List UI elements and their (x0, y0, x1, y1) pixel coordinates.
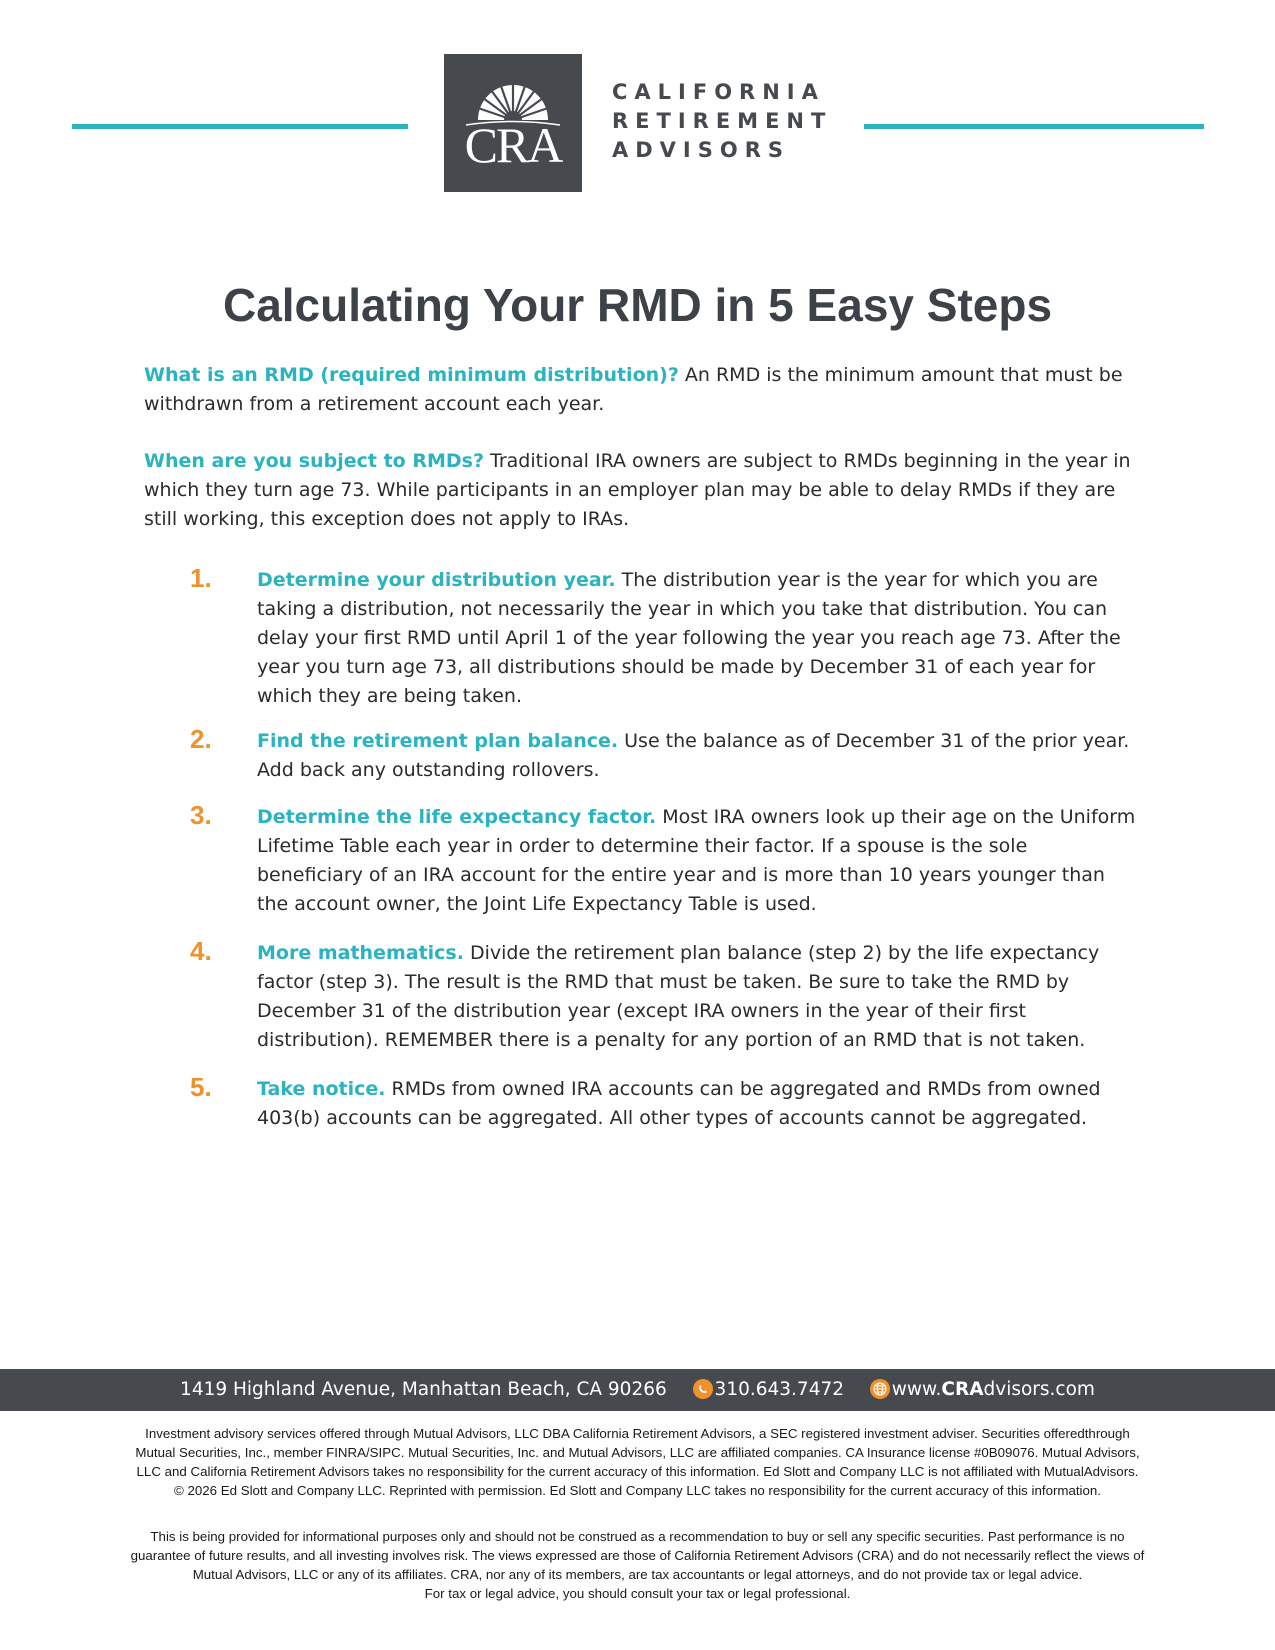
step-text (257, 803, 1137, 919)
logo-monogram: CRA (464, 117, 562, 173)
contact-footer-bar (0, 1369, 1275, 1411)
step-text (257, 1075, 1137, 1133)
step-number: 2. (190, 724, 212, 754)
page-title: Calculating Your RMD in 5 Easy Steps (222, 279, 1053, 331)
disclaimer-line: LLC and California Retirement Advisors takes no responsibility for the current accuracy of this information. Ed Slott and Company LLC is not affiliated with MutualAdvisors. (136, 1464, 1139, 1479)
intro-paragraph-what-is-rmd (144, 361, 1144, 419)
disclaimer-line: guarantee of future results, and all investing involves risk. The views expressed are those of California Retirement Advisors (CRA) and do not necessarily reflect the views of (130, 1548, 1145, 1563)
step-lead: Find the retirement plan balance. (257, 730, 619, 752)
website-prefix: www. (891, 1379, 942, 1400)
step-number: 4. (190, 936, 212, 966)
step-number: 1. (190, 563, 212, 593)
step-number: 3. (190, 800, 212, 830)
step-lead: Take notice. (257, 1078, 386, 1100)
step-lead: More mathematics. (257, 942, 464, 964)
company-name-line: RETIREMENT (612, 109, 833, 133)
disclaimer-line: Investment advisory services offered through Mutual Advisors, LLC DBA California Retirement Advisors, a SEC registered investment adviser. Securities offeredthrough (145, 1426, 1130, 1441)
intro-lead: What is an RMD (required minimum distribution)? (144, 364, 679, 386)
intro-lead: When are you subject to RMDs? (144, 450, 484, 472)
disclaimer-line: Mutual Securities, Inc., member FINRA/SIPC. Mutual Securities, Inc. and Mutual Advisors, LLC are affiliated companies. CA Insurance license #0B09076. Mutual Advisors, (135, 1445, 1140, 1460)
company-name (612, 78, 832, 165)
step-text (257, 727, 1137, 785)
intro-paragraph-when-subject (144, 447, 1144, 534)
disclaimer-line: Mutual Advisors, LLC or any of its affiliates. CRA, nor any of its members, are tax accountants or legal attorneys, and do not provide tax or legal advice. (192, 1567, 1083, 1582)
step-lead: Determine your distribution year. (257, 569, 616, 591)
step-text (257, 566, 1137, 711)
step-body: RMDs from owned IRA accounts can be aggregated and RMDs from owned 403(b) accounts can be aggregated. All other types of accounts cannot be aggregated. (257, 1078, 1101, 1129)
website-brand: CRA (941, 1379, 984, 1400)
step-body: Most IRA owners look up their age on the Uniform Lifetime Table each year in order to determine their factor. If a spouse is the sole beneficiary of an IRA account for the entire year and is more than 10 years younger than the account owner, the Joint Life Expectancy Table is used. (257, 806, 1136, 915)
step-body: The distribution year is the year for which you are taking a distribution, not necessarily the year in which you take that distribution. You can delay your first RMD until April 1 of the year following the year you reach age 73. After the year you turn age 73, all distributions should be made by December 31 of each year for which they are being taken. (257, 569, 1121, 707)
header-rule-left (72, 124, 408, 129)
phone-icon (693, 1379, 713, 1399)
header-rule-right (864, 124, 1204, 129)
disclaimer-informational (60, 1527, 1215, 1603)
disclaimer-line: This is being provided for informational purposes only and should not be construed as a recommendation to buy or sell any specific securities. Past performance is no (150, 1529, 1125, 1544)
website-link[interactable] (892, 1379, 1095, 1400)
intro-body: An RMD is the minimum amount that must be withdrawn from a retirement account each year. (144, 364, 1123, 415)
globe-icon (870, 1379, 890, 1399)
company-name-line: CALIFORNIA (612, 80, 825, 104)
step-body: Divide the retirement plan balance (step 2) by the life expectancy factor (step 3). The result is the RMD that must be taken. Be sure to take the RMD by December 31 of the distribution year (except IRA owners in the year of their first distribution). REMEMBER there is a penalty for any portion of an RMD that is not taken. (257, 942, 1100, 1051)
phone-number[interactable]: 310.643.7472 (714, 1379, 845, 1400)
disclaimer-line: © 2026 Ed Slott and Company LLC. Reprinted with permission. Ed Slott and Company LLC takes no responsibility for the current accuracy of this information. (173, 1483, 1101, 1498)
step-lead: Determine the life expectancy factor. (257, 806, 657, 828)
step-body: Use the balance as of December 31 of the prior year. Add back any outstanding rollovers. (257, 730, 1130, 781)
address: 1419 Highland Avenue, Manhattan Beach, CA 90266 (180, 1379, 667, 1400)
step-number: 5. (190, 1072, 212, 1102)
company-name-line: ADVISORS (612, 138, 791, 162)
disclaimer-regulatory (60, 1424, 1215, 1500)
intro-body: Traditional IRA owners are subject to RMDs beginning in the year in which they turn age 73. While participants in an employer plan may be able to delay RMDs if they are still working, this exception does not apply to IRAs. (144, 450, 1131, 530)
step-text (257, 939, 1137, 1055)
cra-logo (444, 54, 582, 192)
disclaimer-line: For tax or legal advice, you should consult your tax or legal professional. (424, 1586, 851, 1601)
website-suffix: dvisors.com (983, 1379, 1095, 1400)
